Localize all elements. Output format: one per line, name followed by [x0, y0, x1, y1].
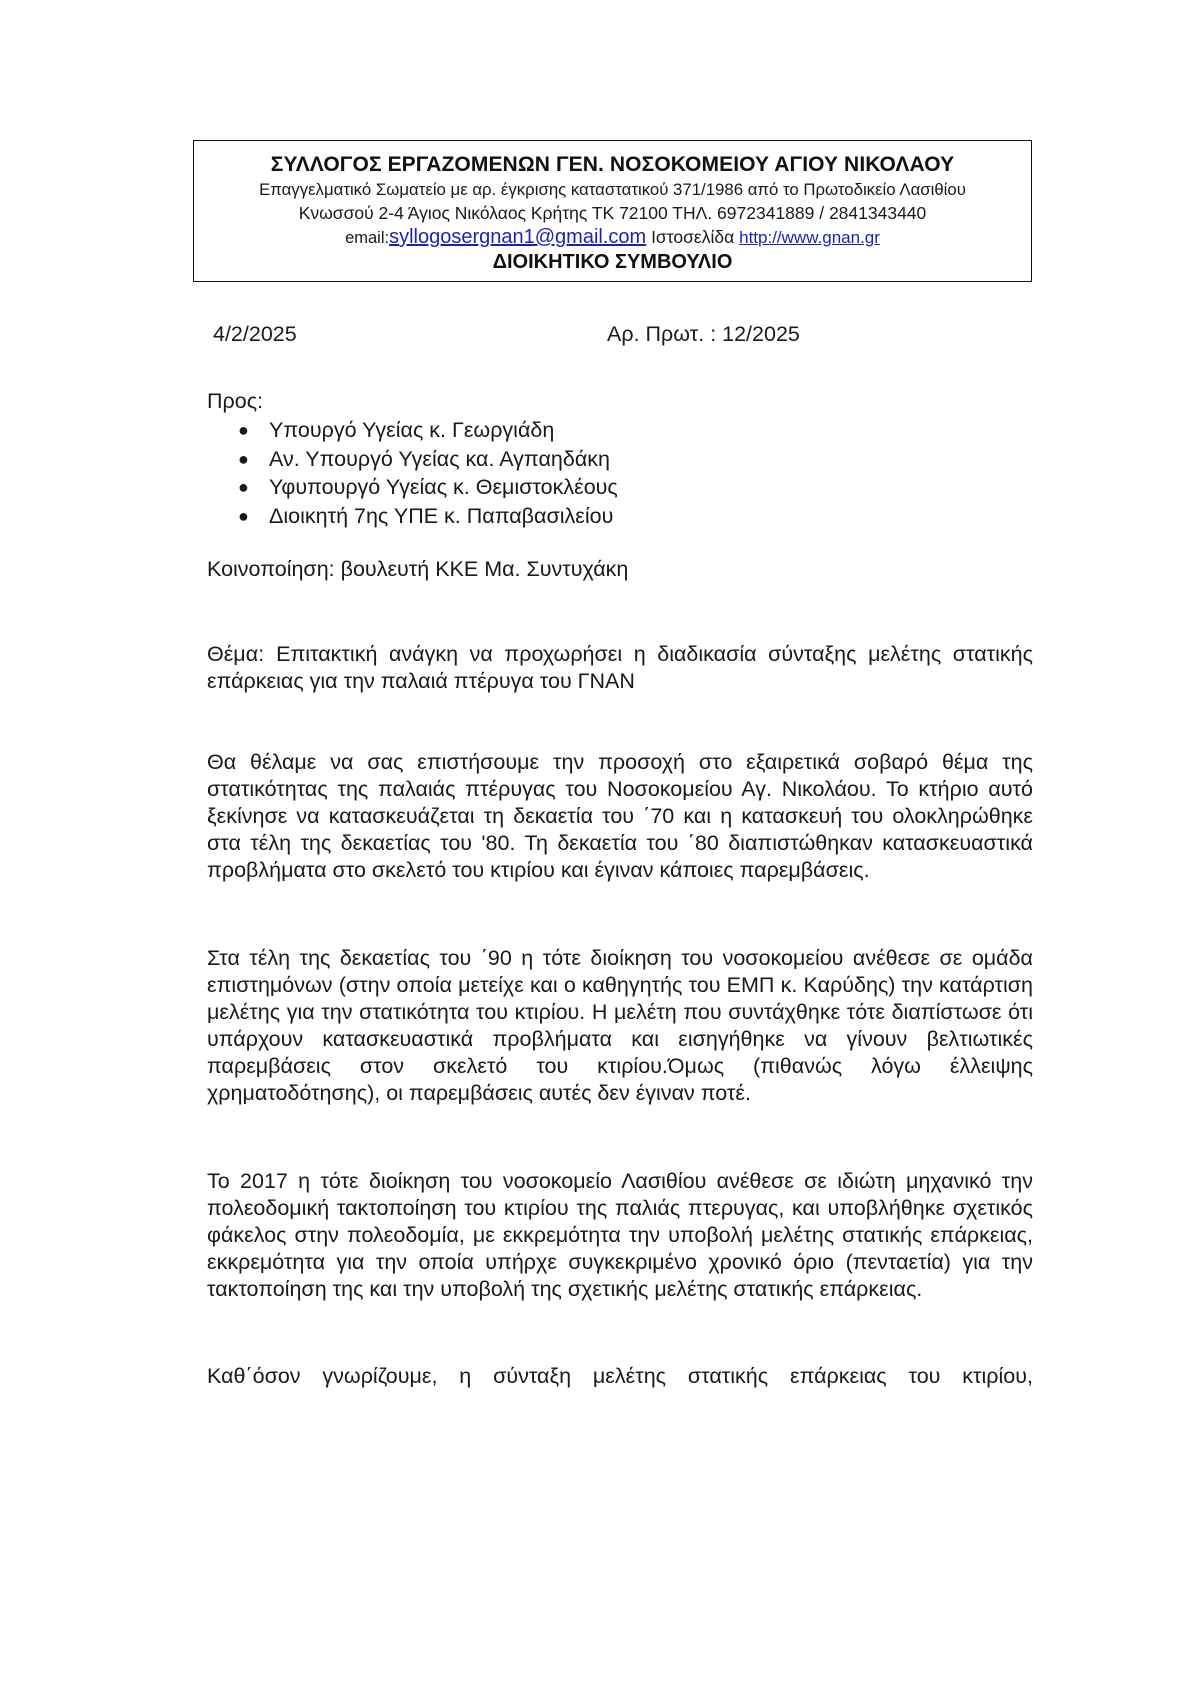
protocol-number: Αρ. Πρωτ. : 12/2025	[607, 322, 800, 346]
bullet-icon: ●	[238, 448, 249, 469]
body-paragraph-2: Στα τέλη της δεκαετίας του ΄90 η τότε διοίκηση του νοσοκομείου ανέθεσε σε ομάδα επιστημόνων (στην οποία μετείχε και ο καθηγητής του ΕΜΠ κ. Καρύδης) την κατάρτιση μελέτης για την στατικότητα του κτιρίου. Η μελέτη που συντάχθηκε τότε διαπίστωσε ότι υπάρχουν κατασκευαστικά προβλήματα και εισηγήθηκε να γίνουν βελτιωτικές παρεμβάσεις στον σκελετό του κτιρίου.Όμως (πιθανώς λόγω έλλειψης χρηματοδότησης), οι παρεμβάσεις αυτές δεν έγιναν ποτέ.	[207, 946, 1033, 1105]
body-paragraph-4: Καθ΄όσον γνωρίζουμε, η σύνταξη μελέτης στατικής επάρκειας του κτιρίου,	[207, 1364, 1033, 1388]
bullet-icon: ●	[238, 420, 249, 440]
bullet-icon: ●	[238, 505, 249, 526]
registration-line: Επαγγελματικό Σωματείο με αρ. έγκρισης καταστατικού 371/1986 από το Πρωτοδικείο Λασιθίου	[259, 180, 966, 199]
recipient-text: Αν. Υπουργό Υγείας κα. Αγπαηδάκη	[269, 446, 610, 471]
carbon-copy-line: Κοινοποίηση: βουλευτή ΚΚΕ Μα. Συντυχάκη	[207, 557, 629, 581]
contact-line	[194, 225, 1031, 250]
recipients-label: Προς:	[207, 389, 264, 413]
recipient-text: Διοικητή 7ης ΥΠΕ κ. Παπαβασιλείου	[269, 503, 614, 528]
website-label: Ιστοσελίδα	[651, 227, 735, 247]
organization-name: ΣΥΛΛΟΓΟΣ ΕΡΓΑΖΟΜΕΝΩΝ ΓΕΝ. ΝΟΣΟΚΟΜΕΙΟΥ ΑΓΙΟΥ ΝΙΚΟΛΑΟΥ	[270, 153, 955, 176]
letter-date: 4/2/2025	[213, 322, 297, 346]
website-link[interactable]: http://www.gnan.gr	[739, 228, 880, 247]
recipient-item	[238, 416, 618, 445]
recipient-item	[238, 502, 618, 531]
email-label: email:	[345, 229, 390, 247]
recipient-text: Υπουργό Υγείας κ. Γεωργιάδη	[269, 418, 555, 442]
recipient-item	[238, 445, 618, 474]
recipients-list	[238, 416, 618, 530]
address-line: Κνωσσού 2-4 Άγιος Νικόλαος Κρήτης ΤΚ 72100 ΤΗΛ. 6972341889 / 2841343440	[298, 203, 927, 223]
bullet-icon: ●	[238, 477, 249, 497]
email-link[interactable]: syllogosergnan1@gmail.com	[389, 226, 647, 248]
board-title: ΔΙΟΙΚΗΤΙΚΟ ΣΥΜΒΟΥΛΙΟ	[492, 251, 733, 273]
recipient-text: Υφυπουργό Υγείας κ. Θεμιστοκλέους	[269, 475, 618, 499]
subject-block	[207, 641, 1033, 695]
subject-label: Θέμα:	[207, 642, 265, 666]
letterhead-box	[193, 140, 1032, 282]
subject-text: Επιτακτική ανάγκη να προχωρήσει η διαδικασία σύνταξης μελέτης στατικής επάρκειας για την παλαιά πτέρυγα του ΓΝΑΝ	[207, 642, 1033, 693]
body-paragraph-1: Θα θέλαμε να σας επιστήσουμε την προσοχή στο εξαιρετικά σοβαρό θέμα της στατικότητας της παλαιάς πτέρυγας του Νοσοκομείου Αγ. Νικολάου. Το κτήριο αυτό ξεκίνησε να κατασκευάζεται τη δεκαετία του ΄70 και η κατασκευή του ολοκληρώθηκε στα τέλη της δεκαετίας του '80. Τη δεκαετία του ΄80 διαπιστώθηκαν κατασκευαστικά προβλήματα στο σκελετό του κτιρίου και έγιναν κάποιες παρεμβάσεις.	[207, 750, 1033, 882]
body-paragraph-3: Το 2017 η τότε διοίκηση του νοσοκομείο Λασιθίου ανέθεσε σε ιδιώτη μηχανικό την πολεοδομική τακτοποίηση του κτιρίου της παλιάς πτερυγας, και υποβλήθηκε σχετικός φάκελος στην πολεοδομία, με εκκρεμότητα την υποβολή μελέτης στατικής επάρκειας, εκκρεμότητα για την οποία υπήρχε συγκεκριμένο χρονικό όριο (πενταετία) για την τακτοποίηση της και την υποβολή της σχετικής μελέτης στατικής επάρκειας.	[207, 1169, 1033, 1301]
recipient-item	[238, 473, 618, 502]
